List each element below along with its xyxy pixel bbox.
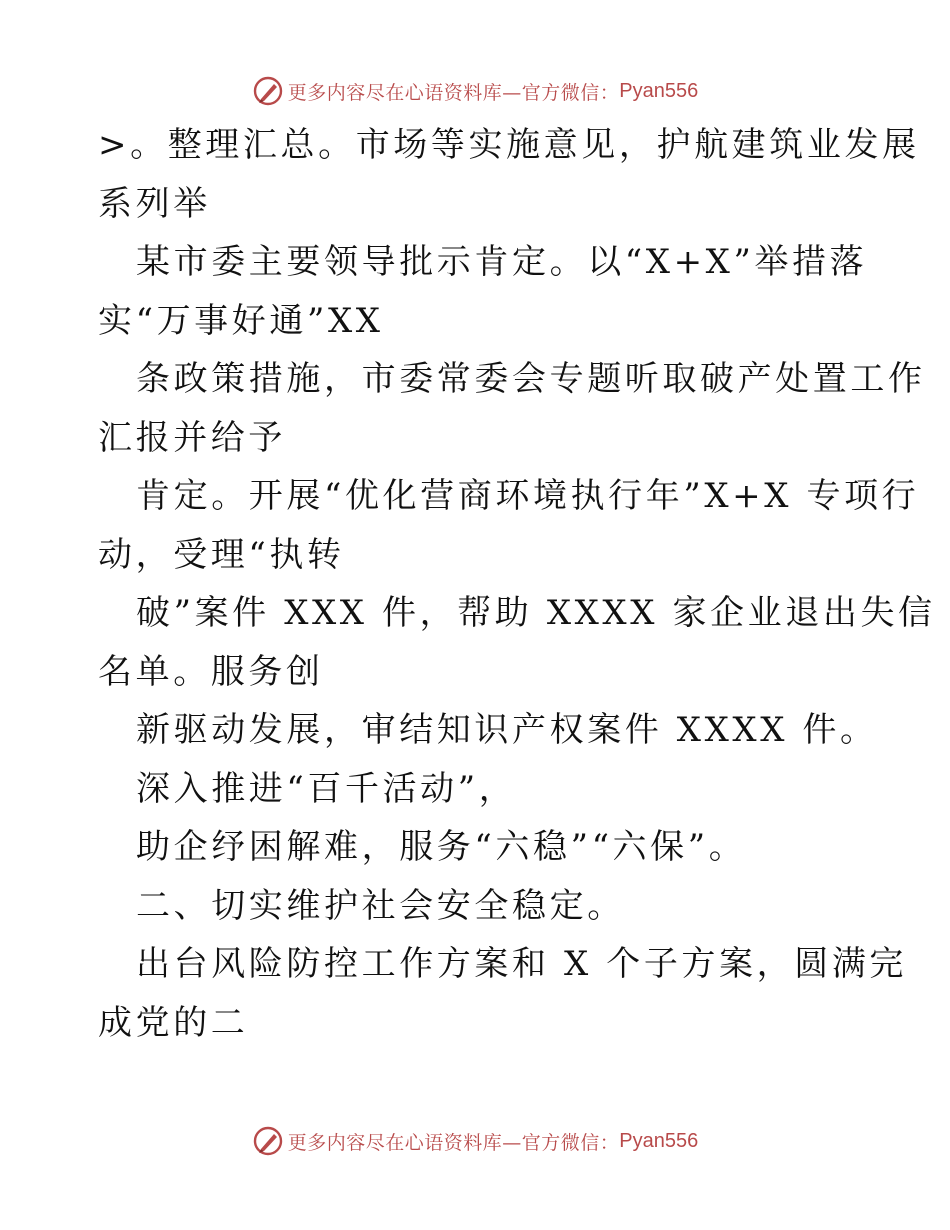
section-heading: 二、切实维护社会安全稳定。	[136, 886, 625, 926]
text-line: 汇报并给予	[98, 418, 286, 458]
text-line: 出台风险防控工作方案和 X 个子方案，圆满完	[136, 944, 908, 984]
text-line: 助企纾困解难，服务“六稳”“六保”。	[136, 827, 747, 867]
text-line: 名单。服务创	[98, 652, 324, 692]
quill-logo-icon	[252, 1125, 284, 1157]
text-line: 破”案件 XXX 件，帮助 XXXX 家企业退出失信	[136, 593, 936, 633]
text-line: 条政策措施，市委常委会专题听取破产处置工作	[136, 359, 926, 399]
text-line: 某市委主要领导批示肯定。以“X+X”举措落	[136, 242, 868, 282]
watermark-account: Pyan556	[619, 79, 699, 102]
watermark-text: 更多内容尽在心语资料库—官方微信：	[287, 1131, 620, 1154]
text-line: 实“万事好通”XX	[98, 301, 384, 341]
text-line: 系列举	[98, 184, 211, 224]
quill-logo-icon	[252, 75, 284, 107]
text-line: 深入推进“百千活动”，	[136, 769, 517, 809]
footer-watermark	[0, 1121, 950, 1161]
header-watermark	[0, 71, 950, 111]
text-line: 成党的二	[98, 1003, 249, 1043]
text-line: 肯定。开展“优化营商环境执行年”X+X 专项行	[136, 476, 920, 516]
text-line: >。整理汇总。市场等实施意见，护航建筑业发展	[98, 125, 920, 165]
watermark-text: 更多内容尽在心语资料库—官方微信：	[287, 81, 620, 104]
watermark-account: Pyan556	[619, 1129, 699, 1152]
text-line: 动，受理“执转	[98, 535, 345, 575]
text-line: 新驱动发展，审结知识产权案件 XXXX 件。	[136, 710, 878, 750]
